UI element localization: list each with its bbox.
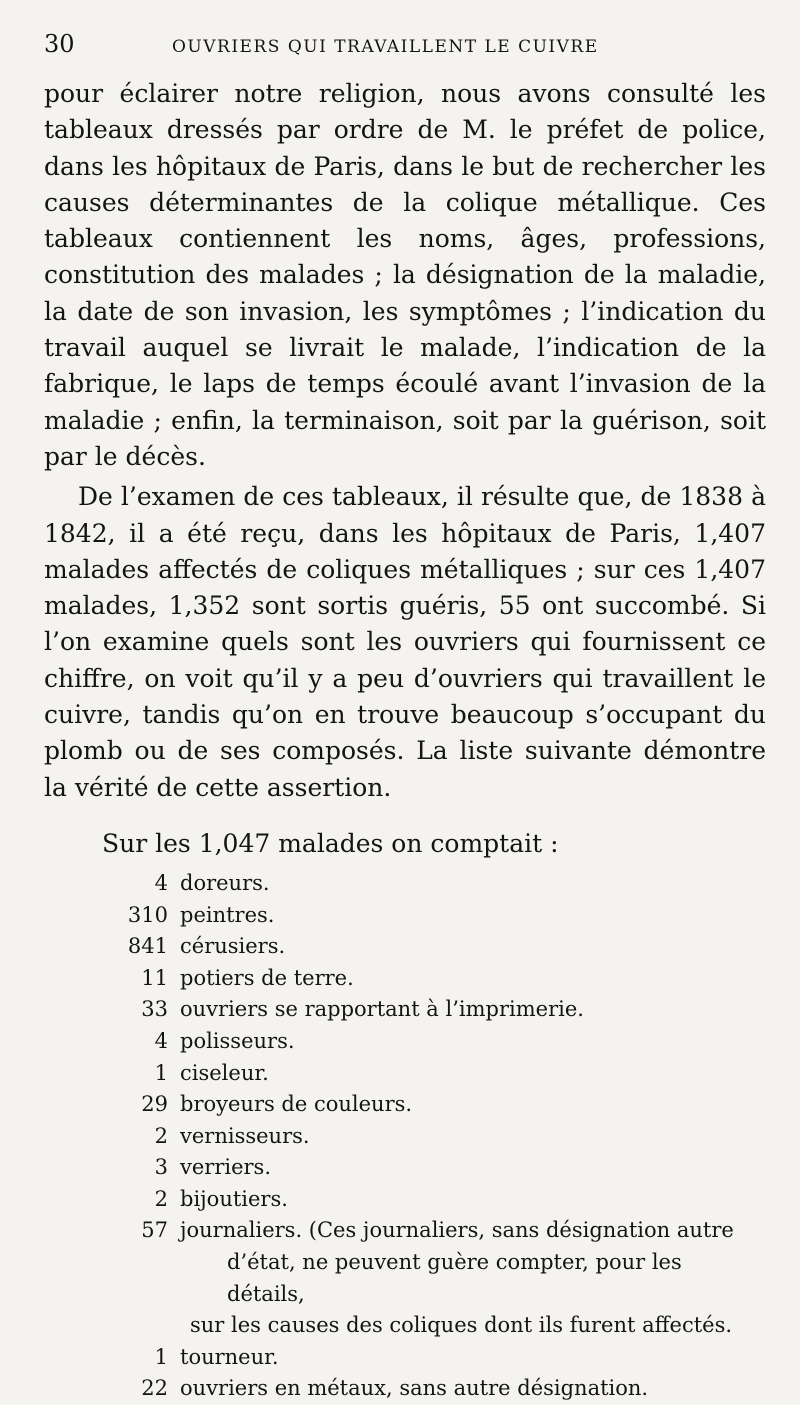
list-item: [44, 900, 766, 932]
list-item: [44, 963, 766, 995]
list-intro: Sur les 1,047 malades on comptait :: [102, 828, 559, 858]
list-label: ouvriers se rapportant à l’imprimerie.: [180, 997, 584, 1022]
list-label: vernisseurs.: [180, 1123, 310, 1148]
list-item: [44, 1184, 766, 1216]
list-count: 29: [141, 1092, 168, 1117]
list-item: [44, 1058, 766, 1090]
list-count: 841: [127, 934, 168, 959]
list-count: 11: [141, 965, 168, 990]
paragraph-2: De l’examen de ces tableaux, il résulte que, de 1838 à 1842, il a été reçu, dans les hôpitaux de Paris, 1,407 malades affectés de coliques métalliques ; sur ces 1,407 malades, 1,352 sont sortis guéris, 55 ont succombé. Si l’on examine quels sont les ouvriers qui fournissent ce chiffre, on voit qu’il y a peu d’ouvriers qui travaillent le cuivre, tandis qu’on en trouve beaucoup s’occupant du plomb ou de ses composés. La liste suivante démontre la vérité de cette assertion.: [44, 482, 766, 802]
running-title: OUVRIERS QUI TRAVAILLENT LE CUIVRE: [172, 37, 599, 57]
list-count: 3: [154, 1155, 168, 1180]
list-item: [44, 1152, 766, 1184]
list-item: [44, 1089, 766, 1121]
list-item: [44, 1121, 766, 1153]
list-label: polisseurs.: [180, 1028, 295, 1053]
list-item: [44, 1342, 766, 1374]
list-label: doreurs.: [180, 870, 270, 895]
list-count: 57: [141, 1218, 168, 1243]
list-note-line: d’état, ne peuvent guère compter, pour les détails,: [227, 1250, 682, 1306]
list-count: 33: [141, 997, 168, 1022]
paragraph-1: pour éclairer notre religion, nous avons consulté les tableaux dressés par ordre de M. le préfet de police, dans les hôpitaux de Paris, dans le but de rechercher les causes déterminantes de la colique métallique. Ces tableaux contiennent les noms, âges, professions, constitution des malades ; la désignation de la maladie, la date de son invasion, les symptômes ; l’indication du travail auquel se livrait le malade, l’indication de la fabrique, le laps de temps écoulé avant l’invasion de la maladie ; enfin, la terminaison, soit par la guérison, soit par le décès.: [44, 79, 766, 471]
list-label: bijoutiers.: [180, 1186, 288, 1211]
list-count: 310: [127, 902, 168, 927]
list-count: 2: [154, 1186, 168, 1211]
list-label: ciseleur.: [180, 1060, 269, 1085]
list-item: [44, 868, 766, 900]
list-count: 22: [141, 1376, 168, 1401]
page-header: [44, 30, 766, 76]
patient-list: [44, 868, 766, 1405]
list-item: [44, 1026, 766, 1058]
list-label: verriers.: [180, 1155, 272, 1180]
list-label: journaliers. (Ces journaliers, sans désignation autre: [180, 1218, 734, 1243]
list-count: 2: [154, 1123, 168, 1148]
list-item: [44, 994, 766, 1026]
page-number: 30: [44, 30, 75, 58]
list-label: ouvriers en métaux, sans autre désignation.: [180, 1376, 649, 1401]
list-item: [44, 1373, 766, 1405]
list-label: broyeurs de couleurs.: [180, 1092, 413, 1117]
list-item: [44, 931, 766, 963]
list-label: peintres.: [180, 902, 275, 927]
list-label: tourneur.: [180, 1344, 279, 1369]
list-label: potiers de terre.: [180, 965, 354, 990]
list-count: 4: [154, 1028, 168, 1053]
list-label: cérusiers.: [180, 934, 286, 959]
list-count: 1: [154, 1344, 168, 1369]
list-count: 1: [154, 1060, 168, 1085]
list-count: 4: [154, 870, 168, 895]
list-note-line: sur les causes des coliques dont ils furent affectés.: [190, 1313, 733, 1338]
list-item: [44, 1215, 766, 1247]
